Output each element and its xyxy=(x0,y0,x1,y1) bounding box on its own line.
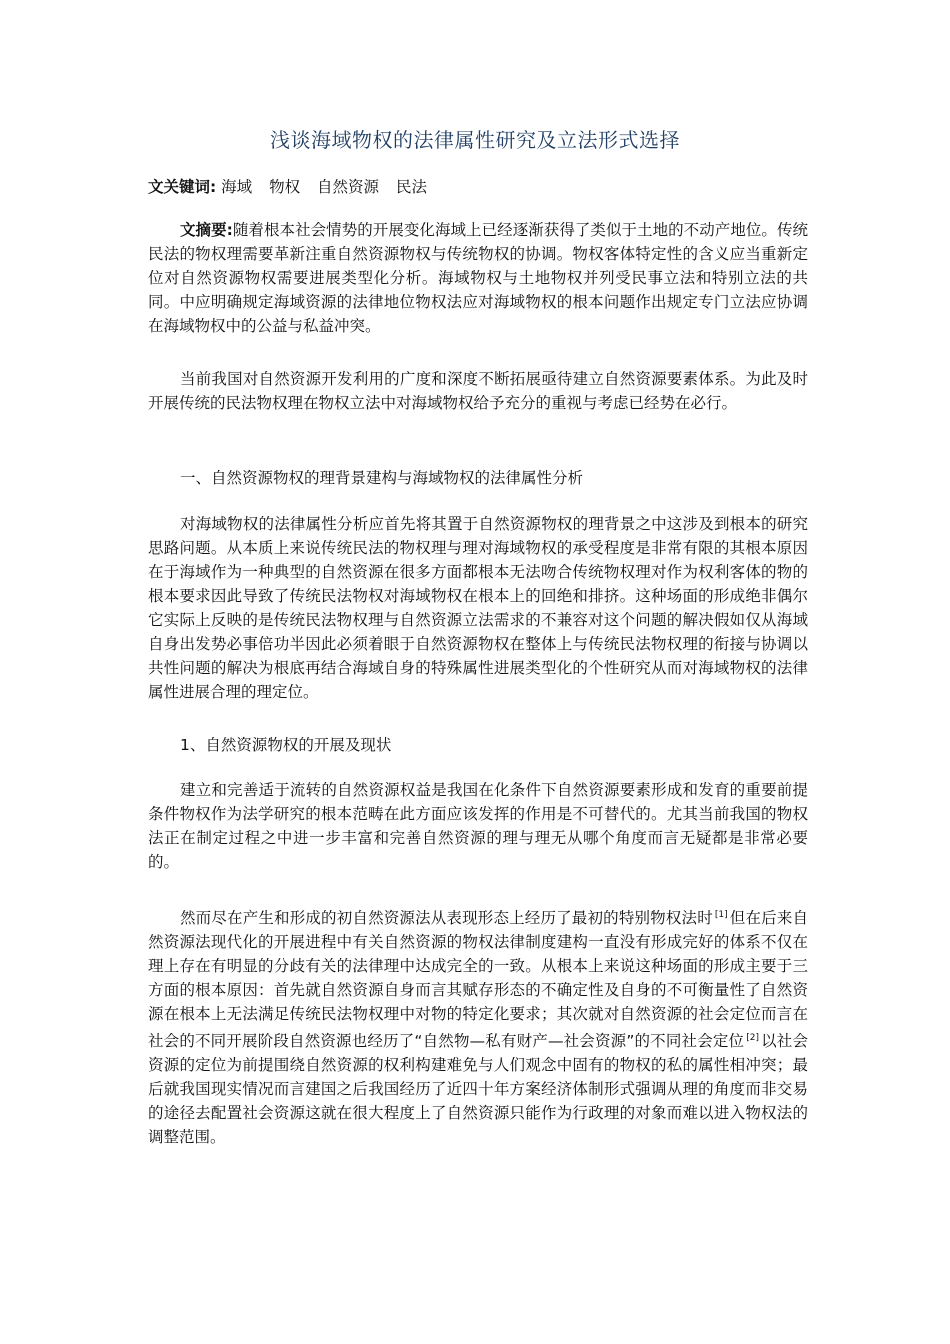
document-title: 浅谈海域物权的法律属性研究及立法形式选择 xyxy=(270,128,680,152)
keyword-item: 物权 xyxy=(269,178,301,196)
keyword-item: 自然资源 xyxy=(317,178,380,196)
subsection-paragraph-2 xyxy=(148,903,808,1149)
section-heading: 一、自然资源物权的理背景建构与海域物权的法律属性分析 xyxy=(180,469,584,487)
paragraph-text: 然而尽在产生和形成的初自然资源法从表现形态上经历了最初的特别物权法时 xyxy=(180,909,713,927)
subsection-heading: 1、自然资源物权的开展及现状 xyxy=(180,736,392,754)
abstract-text: 随着根本社会情势的开展变化海域上已经逐渐获得了类似于土地的不动产地位。传统民法的物权理需要革新注重自然资源物权与传统物权的协调。物权客体特定性的含义应当重新定位对自然资源物权需要进展类型化分析。海域物权与土地物权并列受民事立法和特别立法的共同。中应明确规定海域资源的法律地位物权法应对海域物权的根本问题作出规定专门立法应协调在海域物权中的公益与私益冲突。 xyxy=(148,221,808,335)
citation-ref[interactable]: [1] xyxy=(714,910,728,920)
section-paragraph: 对海域物权的法律属性分析应首先将其置于自然资源物权的理背景之中这涉及到根本的研究思路问题。从本质上来说传统民法的物权理与理对海域物权的承受程度是非常有限的其根本原因在于海域作为一种典型的自然资源在很多方面都根本无法吻合传统物权理对作为权利客体的物的根本要求因此导致了传统民法物权对海域物权在根本上的回绝和排挤。这种场面的形成绝非偶尔它实际上反映的是传统民法物权理与自然资源立法需求的不兼容对这个问题的解决假如仅从海域自身出发势必事倍功半因此必须着眼于自然资源物权在整体上与传统民法物权理的衔接与协调以共性问题的解决为根底再结合海域自身的特殊属性进展类型化的个性研究从而对海域物权的法律属性进展合理的理定位。 xyxy=(148,515,808,701)
citation-ref[interactable]: [2] xyxy=(746,1033,759,1043)
keywords-line xyxy=(148,175,439,197)
intro-paragraph: 当前我国对自然资源开发利用的广度和深度不断拓展亟待建立自然资源要素体系。为此及时开展传统的民法物权理在物权立法中对海域物权给予充分的重视与考虑已经势在必行。 xyxy=(148,370,808,412)
keyword-item: 海域 xyxy=(221,178,253,196)
paragraph-text: 以社会资源的定位为前提围绕自然资源的权利构建难免与人们观念中固有的物权的私的属性相冲突；最后就我国现实情况而言建国之后我国经历了近四十年方案经济体制形式强调从理的角度而非交易的途径去配置社会资源这就在很大程度上了自然资源只能作为行政理的对象而难以进入物权法的调整范围。 xyxy=(148,1032,808,1146)
keywords-label: 文关键词: xyxy=(148,178,217,196)
abstract-paragraph xyxy=(148,218,808,338)
keyword-item: 民法 xyxy=(396,178,428,196)
abstract-label: 文摘要: xyxy=(180,221,233,239)
subsection-paragraph: 建立和完善适于流转的自然资源权益是我国在化条件下自然资源要素形成和发育的重要前提条件物权作为法学研究的根本范畴在此方面应该发挥的作用是不可替代的。尤其当前我国的物权法正在制定过程之中进一步丰富和完善自然资源的理与理无从哪个角度而言无疑都是非常必要的。 xyxy=(148,781,808,871)
paragraph-text: 但在后来自然资源法现代化的开展进程中有关自然资源的物权法律制度建构一直没有形成完好的体系不仅在理上存在有明显的分歧有关的法律理中达成完全的一致。从根本上来说这种场面的形成主要于三方面的根本原因：首先就自然资源自身而言其赋存形态的不确定性及自身的不可衡量性了自然资源在根本上无法满足传统民法物权理中对物的特定化要求；其次就对自然资源的社会定位而言在社会的不同开展阶段自然资源也经历了“自然物—私有财产—社会资源”的不同社会定位 xyxy=(148,909,808,1050)
